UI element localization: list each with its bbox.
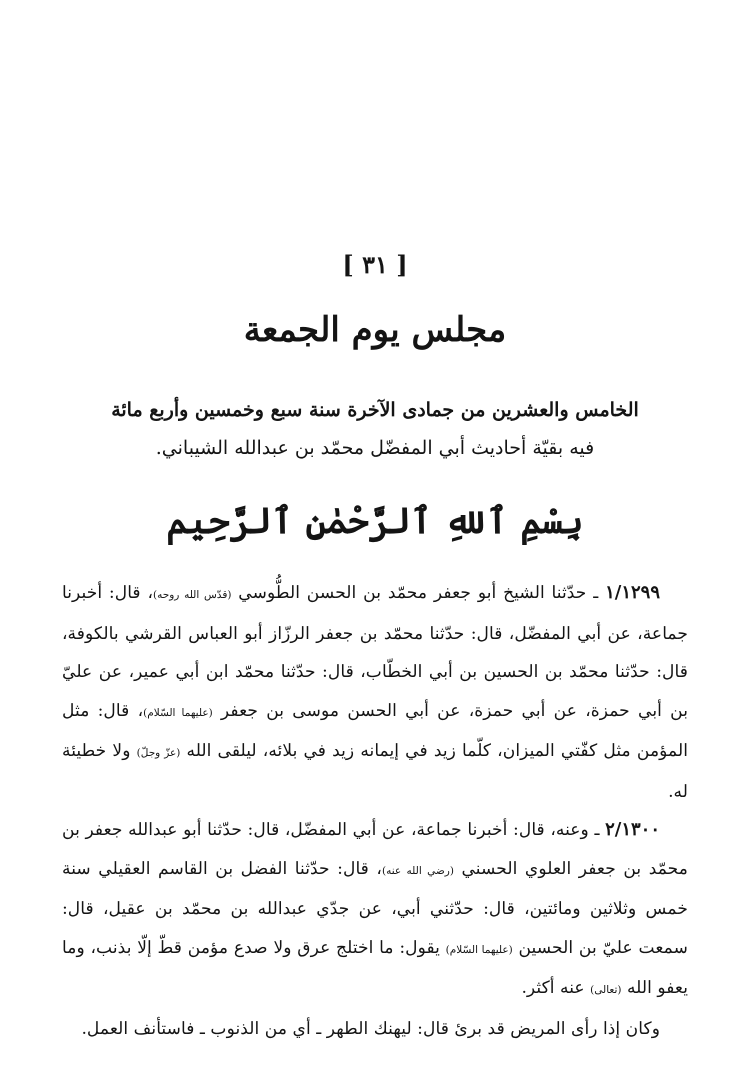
hadith-text: ، قال: مثل المؤمن مثل كفّتي الميزان، كلّما زيد في إيمانه زيد في بلائه، ليلقى الله xyxy=(62,700,688,761)
hadith-paragraph xyxy=(62,811,688,1010)
honorific: (رضي الله عنه) xyxy=(381,864,454,877)
hadith-paragraph xyxy=(62,574,688,811)
honorific: (عزّ وجلّ) xyxy=(136,747,181,759)
hadith-text: عنه أكثر. xyxy=(521,978,591,998)
hadith-text: ولا خطيئة له. xyxy=(62,741,688,802)
hadith-text: حدّثنا الشيخ أبو جعفر محمّد بن الحسن الطُّوسي xyxy=(231,583,587,603)
hadith-text: ، قال: أخبرنا جماعة، عن أبي المفضّل، قال: حدّثنا محمّد بن جعفر الرزّاز أبو العباس القرشي بالكوفة، قال: حدّثنا محمّد بن الحسين بن أبي الخطّاب، قال: حدّثنا محمّد ابن أبي عمير، عن عليّ بن أبي حمزة، عن أبي حمزة، عن أبي الحسن موسى بن جعفر xyxy=(62,583,688,721)
session-contents: فيه بقيّة أحاديث أبي المفضّل محمّد بن عبدالله الشيباني. xyxy=(155,437,595,459)
hadith-number: ١/١٢٩٩ xyxy=(605,582,660,603)
honorific: (عليهما السّلام) xyxy=(445,943,513,956)
session-date: الخامس والعشرين من جمادى الآخرة سنة سبع وخمسين وأربع مائة xyxy=(111,399,639,421)
hadith-dash: ـ xyxy=(586,583,606,603)
hadith-number: ٢/١٣٠٠ xyxy=(605,819,661,840)
basmala: بِسْمِ ٱللهِ ٱلرَّحْمٰنِ ٱلرَّحِيم xyxy=(166,500,584,542)
closing-paragraph: وكان إذا رأى المريض قد برئ قال: ليهنك الطهر ـ أي من الذنوب ـ فاستأنف العمل. xyxy=(81,1018,660,1039)
session-title: مجلس يوم الجمعة xyxy=(243,310,507,350)
honorific: (عليهما السّلام) xyxy=(143,706,213,719)
hadith-text: يقول: ما اختلج عرق ولا صدع مؤمن قطّ إلّا بذنب، وما يعفو الله xyxy=(62,937,688,998)
session-number: [ ٣١ ] xyxy=(342,250,408,279)
honorific: (تعالى) xyxy=(590,984,622,996)
hadith-text: ، قال: حدّثنا الفضل بن القاسم العقيلي سنة خمس وثلاثين ومائتين، قال: حدّثني أبي، عن جدّي عبدالله بن محمّد بن عقيل، قال: سمعت عليّ بن الحسين xyxy=(62,858,688,958)
body-text xyxy=(62,574,688,1048)
honorific: (قدّس الله روحه) xyxy=(153,589,232,601)
hadith-dash: ـ xyxy=(588,820,606,840)
hadith-text: وعنه، قال: أخبرنا جماعة، عن أبي المفضّل، قال: حدّثنا أبو عبدالله جعفر بن محمّد بن جعفر العلوي الحسني xyxy=(62,820,688,879)
